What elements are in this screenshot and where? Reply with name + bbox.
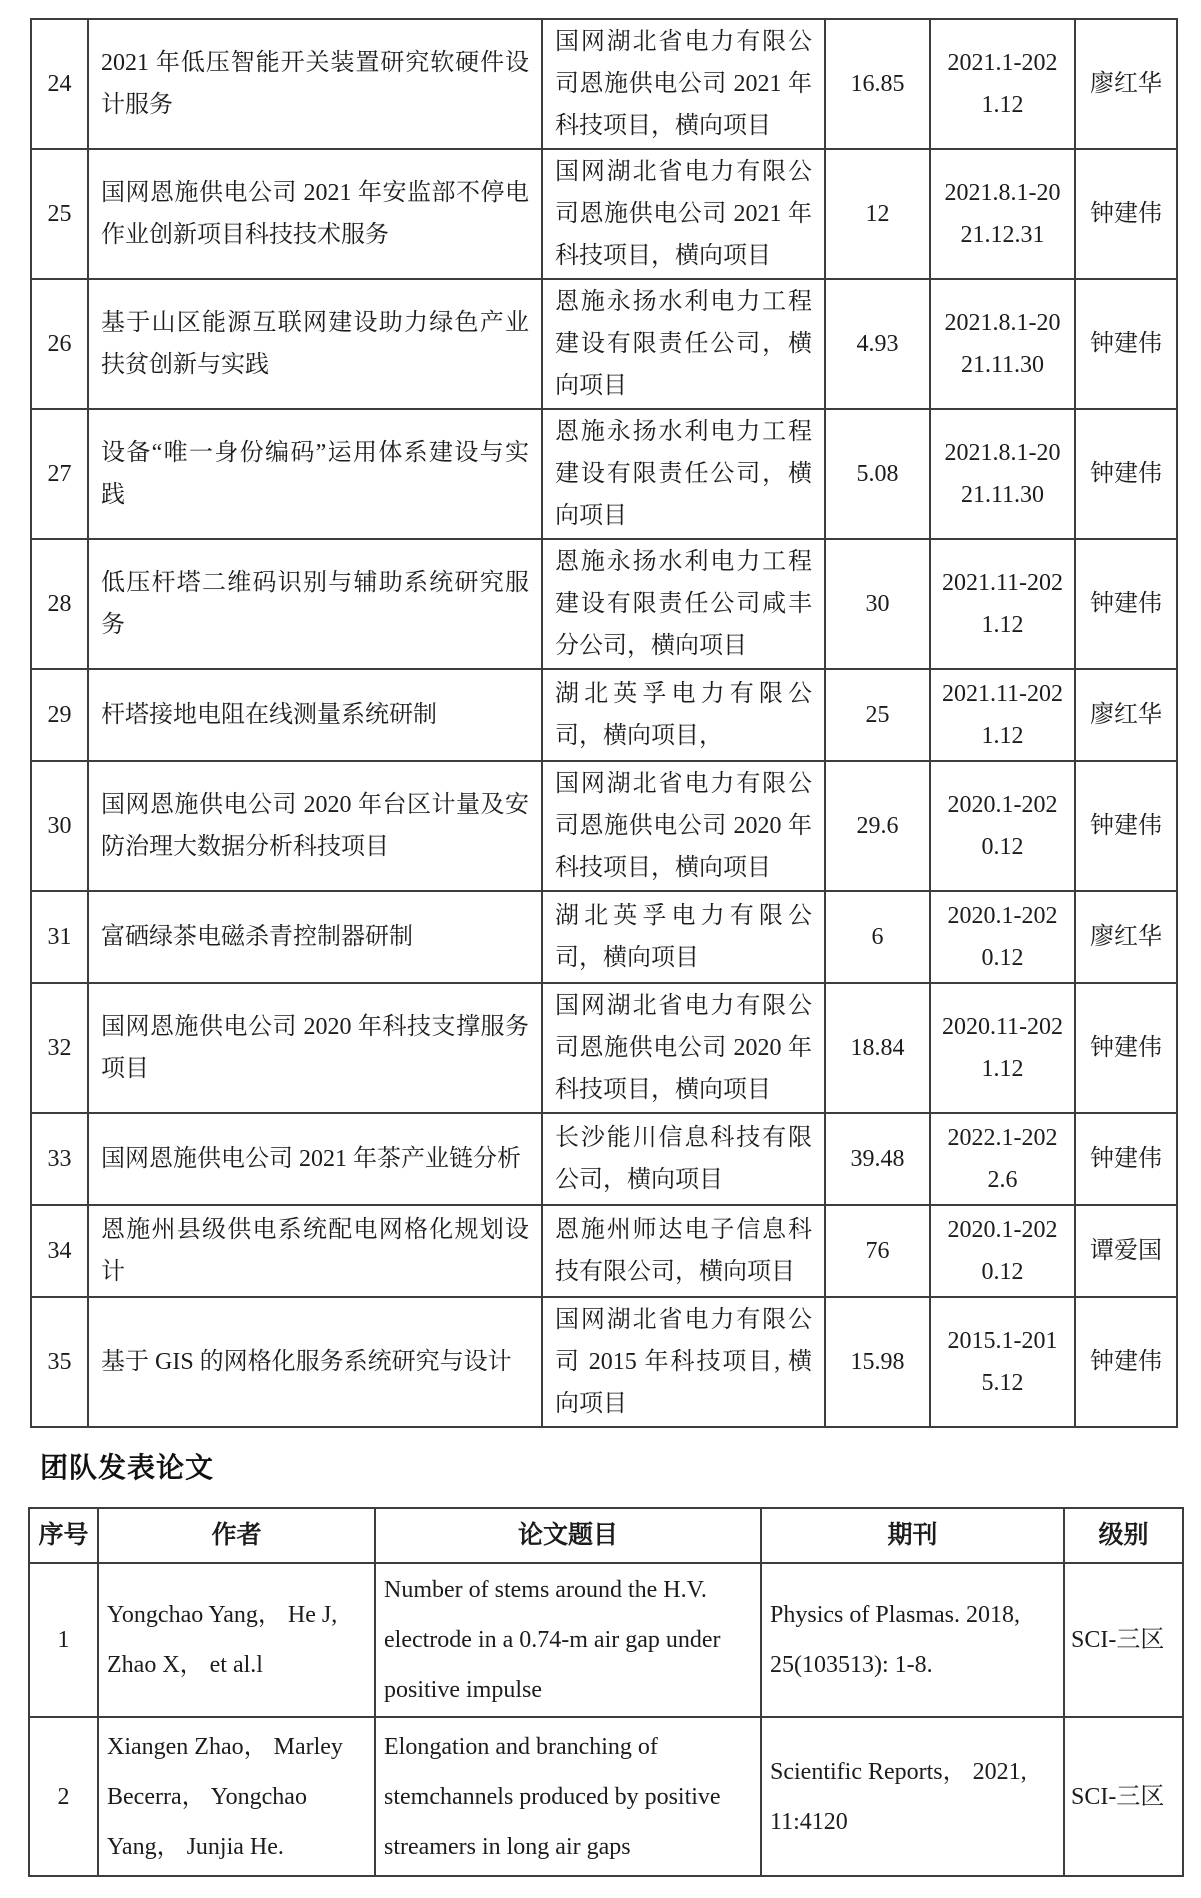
project-name: 杆塔接地电阻在线测量系统研制 (88, 669, 542, 761)
project-source: 国网湖北省电力有限公司恩施供电公司 2020 年科技项目，横向项目 (542, 983, 825, 1113)
project-amount: 15.98 (825, 1297, 930, 1427)
paper-title: Elongation and branching of stemchannels produced by positive streamers in long air gaps (375, 1717, 761, 1876)
paper-level: SCI-三区 (1064, 1717, 1183, 1876)
paper-no: 2 (29, 1717, 98, 1876)
papers-header-row (29, 1508, 1183, 1563)
project-row (31, 761, 1177, 891)
project-source: 恩施永扬水利电力工程建设有限责任公司咸丰分公司，横向项目 (542, 539, 825, 669)
project-amount: 39.48 (825, 1113, 930, 1205)
research-projects-table (30, 18, 1178, 1428)
project-no: 28 (31, 539, 88, 669)
project-leader: 钟建伟 (1075, 983, 1177, 1113)
project-amount: 25 (825, 669, 930, 761)
papers-header-authors: 作者 (98, 1508, 375, 1563)
project-name: 国网恩施供电公司 2020 年科技支撑服务项目 (88, 983, 542, 1113)
papers-header-title: 论文题目 (375, 1508, 761, 1563)
papers-header-level: 级别 (1064, 1508, 1183, 1563)
project-amount: 6 (825, 891, 930, 983)
project-no: 24 (31, 19, 88, 149)
project-no: 27 (31, 409, 88, 539)
project-amount: 12 (825, 149, 930, 279)
project-row (31, 539, 1177, 669)
project-leader: 廖红华 (1075, 669, 1177, 761)
project-period: 2020.11-2021.12 (930, 983, 1075, 1113)
project-name: 低压杆塔二维码识别与辅助系统研究服务 (88, 539, 542, 669)
project-period: 2021.11-2021.12 (930, 539, 1075, 669)
project-leader: 钟建伟 (1075, 761, 1177, 891)
paper-authors: Yongchao Yang， He J, Zhao X， et al.l (98, 1563, 375, 1717)
project-name: 恩施州县级供电系统配电网格化规划设计 (88, 1205, 542, 1297)
project-leader: 廖红华 (1075, 891, 1177, 983)
project-amount: 16.85 (825, 19, 930, 149)
project-name: 国网恩施供电公司 2020 年台区计量及安防治理大数据分析科技项目 (88, 761, 542, 891)
project-leader: 廖红华 (1075, 19, 1177, 149)
project-period: 2021.11-2021.12 (930, 669, 1075, 761)
project-period: 2020.1-2020.12 (930, 761, 1075, 891)
project-name: 2021 年低压智能开关装置研究软硬件设计服务 (88, 19, 542, 149)
project-no: 32 (31, 983, 88, 1113)
project-row (31, 149, 1177, 279)
project-name: 基于 GIS 的网格化服务系统研究与设计 (88, 1297, 542, 1427)
project-name: 设备“唯一身份编码”运用体系建设与实践 (88, 409, 542, 539)
papers-header-journal: 期刊 (761, 1508, 1064, 1563)
project-source: 恩施州师达电子信息科技有限公司，横向项目 (542, 1205, 825, 1297)
papers-header-no: 序号 (29, 1508, 98, 1563)
project-no: 29 (31, 669, 88, 761)
project-period: 2021.1-2021.12 (930, 19, 1075, 149)
paper-authors: Xiangen Zhao， Marley Becerra， Yongchao Yang， Junjia He. (98, 1717, 375, 1876)
project-source: 恩施永扬水利电力工程建设有限责任公司，横向项目 (542, 409, 825, 539)
project-leader: 钟建伟 (1075, 149, 1177, 279)
project-amount: 4.93 (825, 279, 930, 409)
project-row (31, 19, 1177, 149)
paper-row (29, 1563, 1183, 1717)
project-name: 富硒绿茶电磁杀青控制器研制 (88, 891, 542, 983)
project-name: 基于山区能源互联网建设助力绿色产业扶贫创新与实践 (88, 279, 542, 409)
project-leader: 谭爱国 (1075, 1205, 1177, 1297)
project-leader: 钟建伟 (1075, 279, 1177, 409)
project-row (31, 1113, 1177, 1205)
project-row (31, 669, 1177, 761)
project-no: 26 (31, 279, 88, 409)
project-no: 30 (31, 761, 88, 891)
project-source: 国网湖北省电力有限公司恩施供电公司 2020 年科技项目，横向项目 (542, 761, 825, 891)
project-amount: 76 (825, 1205, 930, 1297)
published-papers-table (28, 1507, 1184, 1877)
paper-no: 1 (29, 1563, 98, 1717)
project-period: 2022.1-2022.6 (930, 1113, 1075, 1205)
project-row (31, 1205, 1177, 1297)
project-period: 2020.1-2020.12 (930, 1205, 1075, 1297)
project-period: 2021.8.1-2021.12.31 (930, 149, 1075, 279)
project-row (31, 279, 1177, 409)
project-leader: 钟建伟 (1075, 409, 1177, 539)
project-amount: 30 (825, 539, 930, 669)
project-no: 34 (31, 1205, 88, 1297)
project-row (31, 891, 1177, 983)
project-leader: 钟建伟 (1075, 1113, 1177, 1205)
project-name: 国网恩施供电公司 2021 年茶产业链分析 (88, 1113, 542, 1205)
project-row (31, 983, 1177, 1113)
project-row (31, 1297, 1177, 1427)
project-leader: 钟建伟 (1075, 1297, 1177, 1427)
project-no: 33 (31, 1113, 88, 1205)
project-source: 恩施永扬水利电力工程建设有限责任公司，横向项目 (542, 279, 825, 409)
project-amount: 5.08 (825, 409, 930, 539)
project-period: 2021.8.1-2021.11.30 (930, 279, 1075, 409)
project-period: 2015.1-2015.12 (930, 1297, 1075, 1427)
paper-journal: Scientific Reports， 2021, 11:4120 (761, 1717, 1064, 1876)
project-source: 国网湖北省电力有限公司恩施供电公司 2021 年科技项目，横向项目 (542, 19, 825, 149)
project-no: 31 (31, 891, 88, 983)
project-source: 湖北英孚电力有限公司，横向项目， (542, 669, 825, 761)
project-source: 湖北英孚电力有限公司，横向项目 (542, 891, 825, 983)
paper-title: Number of stems around the H.V. electrode in a 0.74-m air gap under positive impulse (375, 1563, 761, 1717)
paper-row (29, 1717, 1183, 1876)
project-leader: 钟建伟 (1075, 539, 1177, 669)
project-period: 2021.8.1-2021.11.30 (930, 409, 1075, 539)
paper-level: SCI-三区 (1064, 1563, 1183, 1717)
project-amount: 29.6 (825, 761, 930, 891)
project-row (31, 409, 1177, 539)
section-heading-team-papers: 团队发表论文 (40, 1453, 215, 1484)
project-period: 2020.1-2020.12 (930, 891, 1075, 983)
project-source: 国网湖北省电力有限公司 2015 年科技项目, 横向项目 (542, 1297, 825, 1427)
project-amount: 18.84 (825, 983, 930, 1113)
project-name: 国网恩施供电公司 2021 年安监部不停电作业创新项目科技技术服务 (88, 149, 542, 279)
project-source: 长沙能川信息科技有限公司，横向项目 (542, 1113, 825, 1205)
paper-journal: Physics of Plasmas. 2018, 25(103513): 1-8. (761, 1563, 1064, 1717)
project-no: 25 (31, 149, 88, 279)
project-source: 国网湖北省电力有限公司恩施供电公司 2021 年科技项目，横向项目 (542, 149, 825, 279)
project-no: 35 (31, 1297, 88, 1427)
